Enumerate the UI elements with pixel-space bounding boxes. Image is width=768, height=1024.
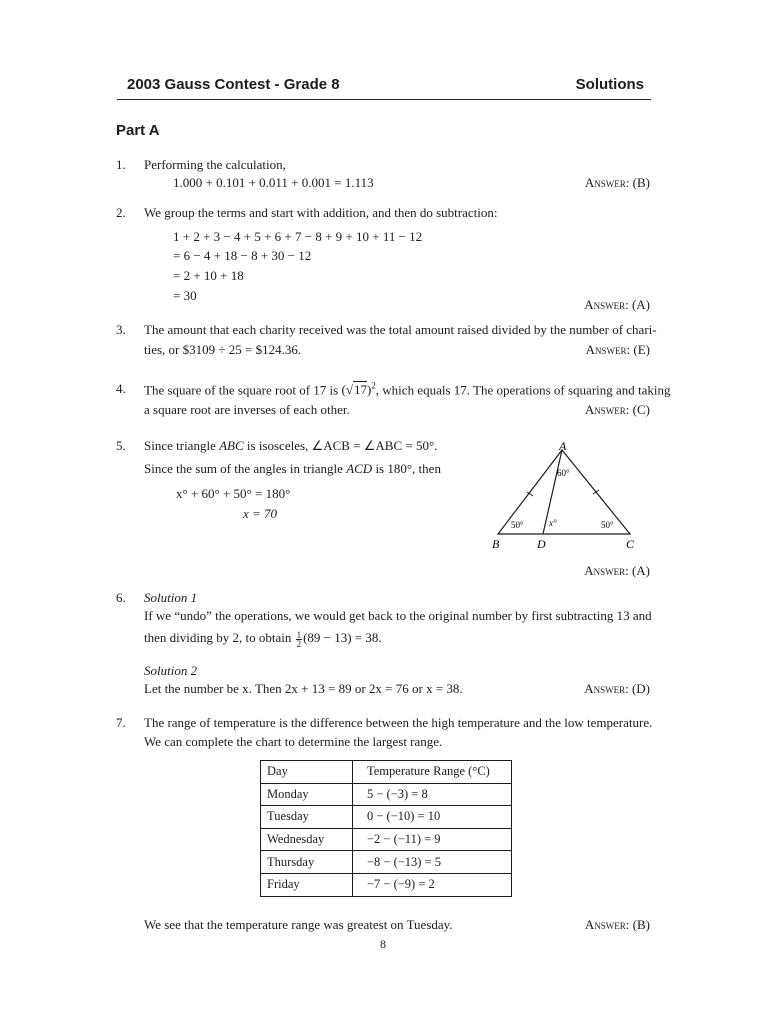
- problem-1-number: 1.: [116, 157, 126, 172]
- problem-5-equation-2: x = 70: [243, 506, 278, 521]
- part-heading: Part A: [116, 122, 160, 139]
- problem-6-line-2: [144, 630, 382, 648]
- table-cell-range: 5 − (−3) = 8: [353, 783, 512, 806]
- text: (89 − 13) = 38.: [303, 630, 382, 645]
- problem-5-number: 5.: [116, 438, 126, 453]
- answer-value: (D): [631, 681, 650, 696]
- answer-label: Answer:: [584, 297, 629, 312]
- problem-5-line-1: [144, 438, 437, 454]
- problem-1-answer: [585, 175, 650, 191]
- problem-5-equation-1: x° + 60° + 50° = 180°: [176, 486, 291, 501]
- sqrt-radicand: 17: [353, 382, 367, 398]
- problem-1-calculation: 1.000 + 0.101 + 0.011 + 0.001 = 1.113: [173, 175, 374, 190]
- answer-label: Answer:: [584, 681, 629, 696]
- triangle-name: ABC: [219, 438, 244, 453]
- answer-value: (B): [632, 917, 650, 932]
- problem-2-answer: [584, 297, 650, 313]
- answer-value: (E): [633, 342, 650, 357]
- problem-3-answer: [586, 342, 650, 358]
- problem-7-line-1: The range of temperature is the difference between the high temperature and the low temperature.: [144, 715, 653, 730]
- answer-value: (C): [632, 402, 650, 417]
- problem-7-answer: [585, 917, 650, 933]
- answer-value: (A): [631, 563, 650, 578]
- problem-6-line-1: If we “undo” the operations, we would get back to the original number by first subtracting 13 and: [144, 608, 652, 623]
- problem-6-number: 6.: [116, 590, 126, 605]
- fraction-denominator: 2: [296, 638, 302, 649]
- problem-7-line-2: We can complete the chart to determine the largest range.: [144, 734, 443, 749]
- angle-label-c: 50°: [601, 520, 614, 530]
- problem-5-line-2: [144, 461, 441, 477]
- answer-label: Answer:: [585, 342, 631, 357]
- table-cell-range: −8 − (−13) = 5: [353, 851, 512, 874]
- problem-2-line: = 30: [173, 288, 197, 303]
- problem-4-line-1: [144, 381, 671, 398]
- table-cell-day: Thursday: [261, 851, 353, 874]
- section-title: Solutions: [575, 76, 644, 93]
- fraction-numerator: 1: [296, 629, 302, 640]
- vertex-label-b: B: [492, 537, 500, 551]
- angle-label-x: x°: [549, 518, 557, 528]
- vertex-label-c: C: [626, 537, 635, 551]
- header-rule: [117, 99, 651, 100]
- angle-label-b: 50°: [511, 520, 524, 530]
- problem-2-line: 1 + 2 + 3 − 4 + 5 + 6 + 7 − 8 + 9 + 10 + 11 − 12: [173, 229, 423, 244]
- table-cell-range: −7 − (−9) = 2: [353, 873, 512, 896]
- sqrt-expression: $(√17)^2$: [341, 381, 376, 398]
- vertex-label-d: D: [537, 537, 546, 551]
- table-cell-day: Friday: [261, 873, 353, 896]
- table-header-day: Day: [261, 761, 353, 784]
- contest-title: 2003 Gauss Contest - Grade 8: [127, 76, 340, 93]
- problem-4-line-2: a square root are inverses of each other.: [144, 402, 350, 417]
- page-number: 8: [380, 937, 386, 951]
- solution-2-heading: Solution 2: [144, 663, 198, 678]
- triangle-diagram: [480, 436, 650, 554]
- text: Since the sum of the angles in triangle: [144, 461, 343, 476]
- text: is 180°, then: [375, 461, 441, 476]
- answer-value: (A): [631, 297, 650, 312]
- problem-2-number: 2.: [116, 205, 126, 220]
- problem-4-text-b: , which equals 17. The operations of squaring and taking: [375, 382, 671, 398]
- problem-7-number: 7.: [116, 715, 126, 730]
- problem-3-line-1: The amount that each charity received was the total amount raised divided by the number of chari-: [144, 322, 657, 337]
- table-row: [261, 783, 512, 806]
- table-header-range: Temperature Range (°C): [353, 761, 512, 784]
- exponent: 2: [371, 381, 376, 391]
- fraction-half: [296, 631, 303, 648]
- table-cell-day: Tuesday: [261, 806, 353, 829]
- problem-4-answer: [585, 402, 650, 418]
- answer-value: (B): [632, 175, 650, 190]
- problem-7-conclusion: We see that the temperature range was greatest on Tuesday.: [144, 917, 453, 932]
- problem-3-line-2: ties, or $3109 ÷ 25 = $124.36.: [144, 342, 302, 357]
- angle-label-60: 60°: [557, 468, 570, 478]
- problem-4-number: 4.: [116, 381, 126, 396]
- triangle-name: ACD: [346, 461, 373, 476]
- problem-1-text: Performing the calculation,: [144, 157, 286, 172]
- problem-5-answer: [584, 563, 650, 579]
- problem-2-line: = 2 + 10 + 18: [173, 268, 244, 283]
- text: is isosceles, ∠ACB = ∠ABC = 50°.: [246, 438, 438, 453]
- problem-6-line-3: Let the number be x. Then 2x + 13 = 89 or 2x = 76 or x = 38.: [144, 681, 463, 696]
- table-row: [261, 806, 512, 829]
- text: Since triangle: [144, 438, 216, 453]
- problem-6-answer: [584, 681, 650, 697]
- tick-mark-ac: [593, 490, 599, 494]
- solution-1-heading: Solution 1: [144, 590, 198, 605]
- problem-3-number: 3.: [116, 322, 126, 337]
- problem-2-text: We group the terms and start with addition, and then do subtraction:: [144, 205, 498, 220]
- answer-label: Answer:: [584, 402, 630, 417]
- table-header-row: [261, 761, 512, 784]
- vertex-label-a: A: [559, 439, 567, 453]
- table-cell-range: −2 − (−11) = 9: [353, 828, 512, 851]
- table-cell-day: Wednesday: [261, 828, 353, 851]
- answer-label: Answer:: [584, 563, 629, 578]
- text: then dividing by 2, to obtain: [144, 630, 292, 645]
- table-cell-day: Monday: [261, 783, 353, 806]
- table-cell-range: 0 − (−10) = 10: [353, 806, 512, 829]
- table-row: [261, 873, 512, 896]
- answer-label: Answer:: [584, 917, 630, 932]
- table-row: [261, 828, 512, 851]
- answer-label: Answer:: [584, 175, 630, 190]
- table-row: [261, 851, 512, 874]
- problem-4-text-a: The square of the square root of 17 is: [144, 382, 339, 398]
- temperature-range-table: [260, 760, 512, 897]
- problem-2-line: = 6 − 4 + 18 − 8 + 30 − 12: [173, 248, 312, 263]
